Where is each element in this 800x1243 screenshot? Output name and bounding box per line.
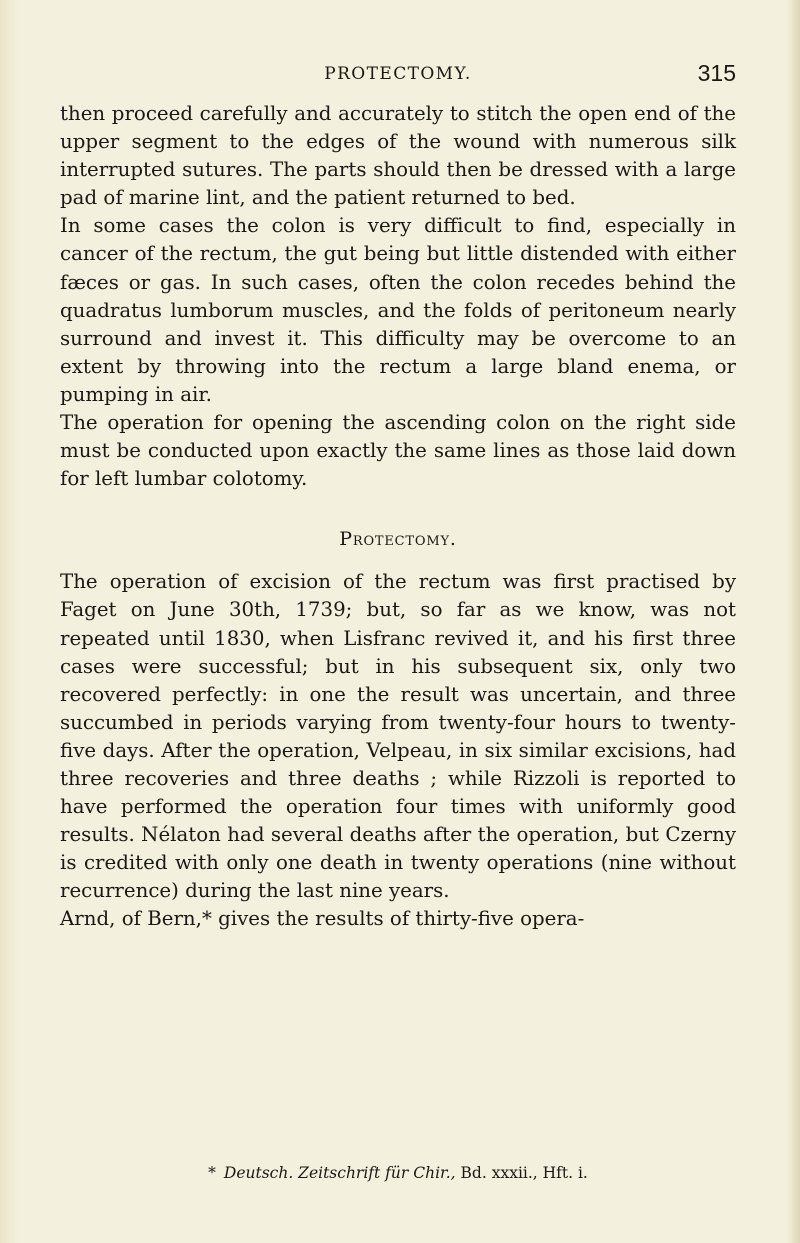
body-text: [60, 100, 736, 934]
footnote: [60, 1162, 736, 1184]
paragraph-stitching: then proceed carefully and accurately to stitch the open end of the upper segment to the edges of the wound with numerous silk interrupted sutures. The parts should then be dressed with a large pad of marine lint, and the patient returned to bed.: [60, 102, 736, 210]
page-right-edge: [786, 0, 800, 1243]
running-title: PROTECTOMY.: [324, 64, 472, 84]
footnote-reference: Bd. xxxii., Hft. i.: [460, 1164, 588, 1182]
paragraph-excision-history: The operation of excision of the rectum was first practised by Faget on June 30th, 1739; but, so far as we know, was not repeated until 1830, when Lisfranc revived it, and his first three cases were successful; but in his subsequent six, only two recovered perfectly: in one the result was uncertain, and three succumbed in periods varying from twenty-four hours to twenty-five days. After the operation, Velpeau, in six similar excisions, had three recoveries and three deaths ; while Rizzoli is reported to have performed the operation four times with uniformly good results. Nélaton had several deaths after the operation, but Czerny is credited with only one death in twenty operations (nine without recurrence) during the last nine years.: [60, 570, 736, 903]
page-left-edge: [0, 0, 18, 1243]
page-number: 315: [697, 60, 736, 86]
book-page: [60, 0, 736, 1243]
section-heading: Protectomy.: [339, 528, 457, 551]
footnote-journal: Deutsch. Zeitschrift für Chir.,: [223, 1164, 456, 1182]
running-head: [60, 60, 736, 94]
paragraph-arnd: Arnd, of Bern,* gives the results of thirty-five opera-: [60, 907, 585, 931]
paragraph-colon-difficulty: In some cases the colon is very difficult to find, especially in cancer of the rectum, the gut being but little distended with either fæces or gas. In such cases, often the colon recedes behind the quadratus lumborum muscles, and the folds of peritoneum nearly surround and invest it. This difficulty may be overcome to an extent by throwing into the rectum a large bland enema, or pumping in air.: [60, 214, 736, 406]
footnote-mark: *: [208, 1164, 216, 1182]
paragraph-ascending-colon: The operation for opening the ascending colon on the right side must be conducted upon exactly the same lines as those laid down for left lumbar colotomy.: [60, 411, 736, 491]
